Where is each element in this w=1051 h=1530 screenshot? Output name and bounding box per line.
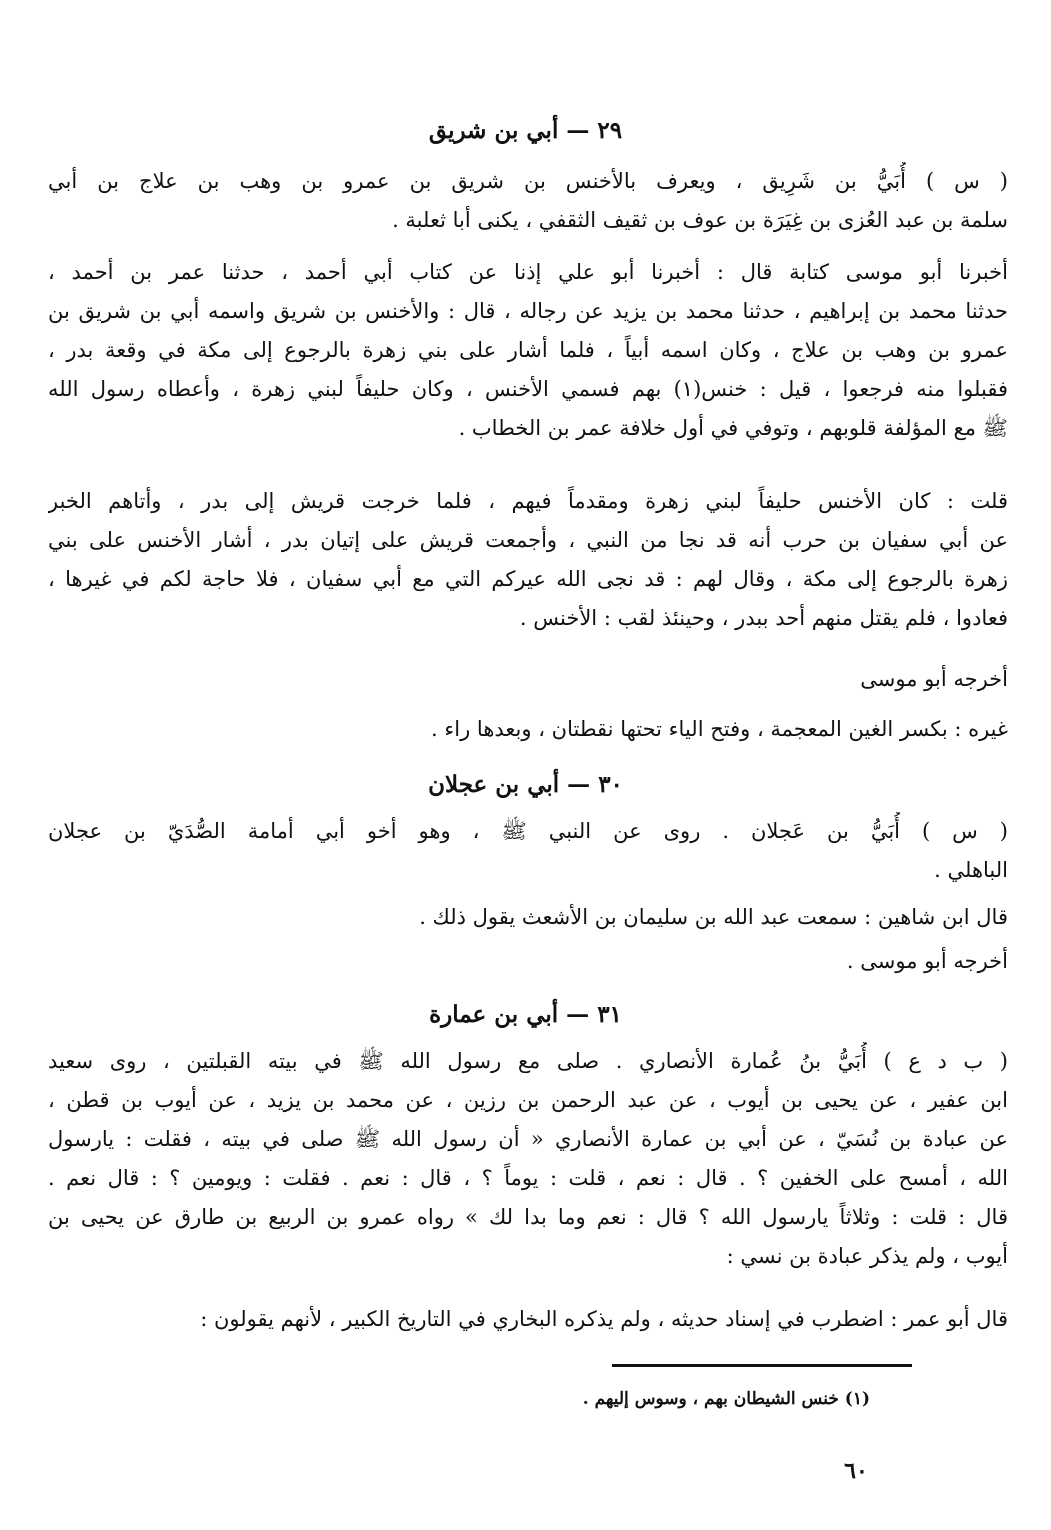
text-line: ﷺ مع المؤلفة قلوبهم ، وتوفي في أول خلافة عمر بن الخطاب . — [458, 416, 1008, 440]
text-line: قال : قلت : وثلاثاً يارسول الله ؟ قال : نعم وما بدا لك » رواه عمرو بن الربيع بن طارق عن يحيى بن — [48, 1205, 1008, 1229]
text-line: الله ، أمسح على الخفين ؟ . قال : نعم ، قلت : يوماً ؟ ، قال : نعم . فقلت : ويومين ؟ : قال نعم . — [48, 1166, 1008, 1190]
entry-31-commentary-paragraph — [48, 1300, 1008, 1339]
text-line: زهرة بالرجوع إلى مكة ، وقال لهم : قد نجى الله عيركم التي مع أبي سفيان ، فلا حاجة لكم في غيرها ، — [48, 567, 1008, 591]
text-line: فعادوا ، فلم يقتل منهم أحد ببدر ، وحينئذ لقب : الأخنس . — [519, 606, 1008, 630]
entry-31-hadith-paragraph — [48, 1042, 1008, 1276]
footnote: (١) خنس الشيطان بهم ، وسوس إليهم . — [582, 1389, 870, 1409]
entry-29-attribution — [48, 660, 1008, 699]
text-line: ( س ) أُبَيُّ بن عَجلان . روى عن النبي ﷺ ، وهو أخو أبي أمامة الصُّدَيّ بن عجلان — [48, 819, 1008, 843]
text-line: أخرجه أبو موسى — [860, 667, 1008, 691]
entry-30-attribution — [48, 942, 1008, 981]
text-line: أخرجه أبو موسى . — [846, 949, 1008, 973]
entry-30-heading: ٣٠ — أبي بن عجلان — [428, 771, 623, 798]
entry-31-heading: ٣١ — أبي بن عمارة — [429, 1001, 622, 1028]
entry-29-commentary-paragraph — [48, 482, 1008, 638]
text-line: ( س ) أُبَيُّ بن شَرِيق ، ويعرف بالأخنس بن شريق بن عمرو بن وهب بن علاج بن أبي — [48, 169, 1008, 193]
entry-29-spelling-note — [48, 710, 1008, 749]
text-line: عن عبادة بن نُسَيّ ، عن أبي بن عمارة الأنصاري « أن رسول الله ﷺ صلى في بيته ، فقلت : يارسول — [48, 1127, 1008, 1151]
text-line: عمرو بن وهب بن علاج ، وكان اسمه أبياً ، فلما أشار على بني زهرة بالرجوع إلى مكة في وقعة بدر ، — [48, 338, 1008, 362]
text-line: أخبرنا أبو موسى كتابة قال : أخبرنا أبو علي إذنا عن كتاب أبي أحمد ، حدثنا عمر بن أحمد ، — [48, 260, 1008, 284]
text-line: ( ب د ع ) أُبَيُّ بنُ عُمارة الأنصاري . صلى مع رسول الله ﷺ في بيته القبلتين ، روى سعيد — [48, 1049, 1008, 1073]
entry-30-source-paragraph — [48, 898, 1008, 937]
entry-30-intro-paragraph — [48, 812, 1008, 890]
text-line: قال أبو عمر : اضطرب في إسناد حديثه ، ولم يذكره البخاري في التاريخ الكبير ، لأنهم يقولون : — [200, 1307, 1008, 1331]
text-line: قلت : كان الأخنس حليفاً لبني زهرة ومقدماً فيهم ، فلما خرجت قريش إلى بدر ، وأتاهم الخبر — [48, 489, 1008, 513]
text-line: ابن عفير ، عن يحيى بن أيوب ، عن عبد الرحمن بن رزين ، عن محمد بن يزيد ، عن أيوب بن قطن ، — [48, 1088, 1008, 1112]
text-line: فقبلوا منه فرجعوا ، قيل : خنس(١) بهم فسمي الأخنس ، وكان حليفاً لبني زهرة ، وأعطاه رسول الله — [48, 377, 1008, 401]
entry-29-heading: ٢٩ — أبي بن شريق — [428, 117, 623, 144]
text-line: حدثنا محمد بن إبراهيم ، حدثنا محمد بن يزيد عن رجاله ، قال : والأخنس بن شريق واسمه أبي بن شريق بن — [48, 299, 1008, 323]
entry-29-intro-paragraph — [48, 162, 1008, 240]
footnote-divider — [612, 1364, 912, 1367]
text-line: الباهلي . — [934, 858, 1008, 882]
text-line: قال ابن شاهين : سمعت عبد الله بن سليمان بن الأشعث يقول ذلك . — [419, 905, 1008, 929]
page-number: ٦٠ — [844, 1458, 868, 1484]
entry-29-isnad-paragraph — [48, 253, 1008, 448]
text-line: غيره : بكسر الغين المعجمة ، وفتح الياء تحتها نقطتان ، وبعدها راء . — [431, 717, 1008, 741]
text-line: سلمة بن عبد العُزى بن غِيَرَة بن عوف بن ثقيف الثقفي ، يكنى أبا ثعلبة . — [392, 208, 1008, 232]
text-line: عن أبي سفيان بن حرب أنه قد نجا من النبي ، وأجمعت قريش على إتيان بدر ، أشار الأخنس على بني — [48, 528, 1008, 552]
text-line: أيوب ، ولم يذكر عبادة بن نسي : — [726, 1244, 1008, 1268]
